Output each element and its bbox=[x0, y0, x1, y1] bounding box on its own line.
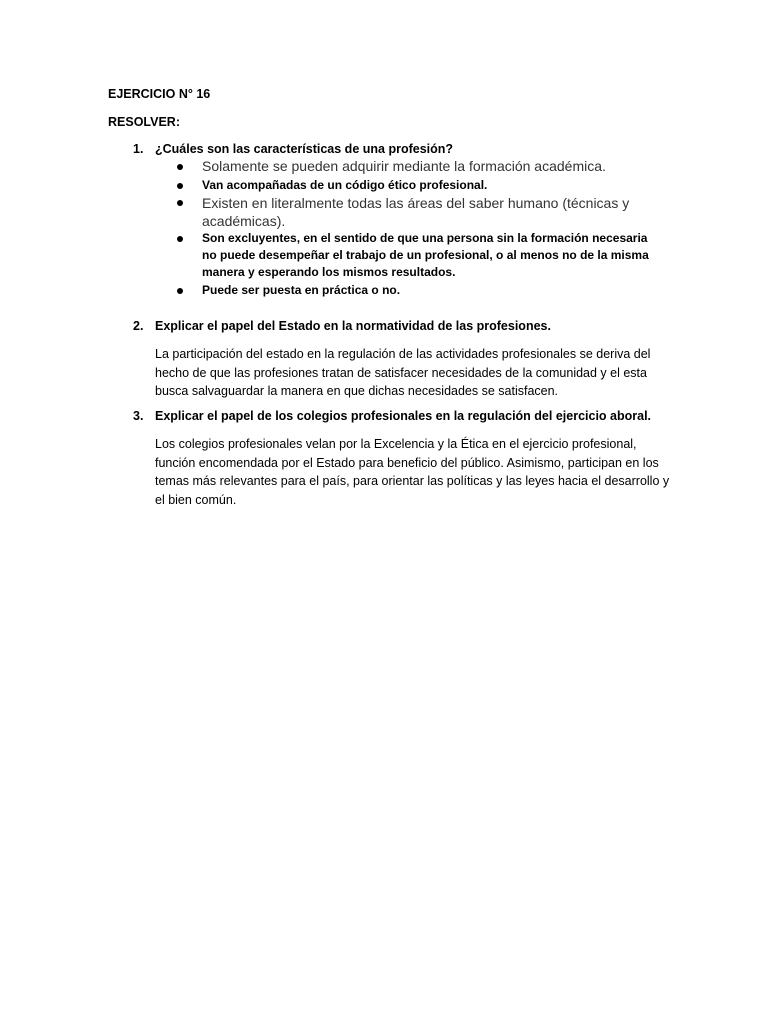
bullet-icon bbox=[177, 236, 183, 242]
question-number: 1. bbox=[133, 142, 144, 156]
instruction-heading: RESOLVER: bbox=[108, 115, 180, 129]
list-item-text: Solamente se pueden adquirir mediante la formación académica. bbox=[202, 158, 606, 174]
bullet-icon bbox=[177, 200, 183, 206]
bullet-icon bbox=[177, 164, 183, 170]
bullet-icon bbox=[177, 183, 183, 189]
question-text: Explicar el papel de los colegios profesionales en la regulación del ejercicio aboral. bbox=[155, 409, 652, 423]
answer-paragraph: La participación del estado en la regulación de las actividades profesionales se deriva del hecho de que las profesiones tratan de satisfacer necesidades de la comunidad y el esta busca salvaguardar la manera en que dichas necesidades se satisfacen. bbox=[155, 347, 651, 398]
question-number: 2. bbox=[133, 319, 144, 333]
list-item-text: Puede ser puesta en práctica o no. bbox=[202, 283, 401, 297]
question-text: Explicar el papel del Estado en la normatividad de las profesiones. bbox=[155, 319, 551, 333]
question-number: 3. bbox=[133, 409, 144, 423]
exercise-title: EJERCICIO N° 16 bbox=[108, 87, 211, 101]
list-item-text: Van acompañadas de un código ético profesional. bbox=[202, 178, 488, 192]
list-item-text: Son excluyentes, en el sentido de que una persona sin la formación necesaria no puede desempeñar el trabajo de un profesional, o al menos no de la misma manera y esperando los mismos resultados. bbox=[202, 231, 649, 279]
answer-paragraph: Los colegios profesionales velan por la Excelencia y la Ética en el ejercicio profesional, función encomendada por el Estado para beneficio del público. Asimismo, participan en los temas más relevantes para el país, para orientar las políticas y las leyes hacia el desarrollo y el bien común. bbox=[155, 437, 670, 507]
bullet-icon bbox=[177, 288, 183, 294]
list-item-text: Existen en literalmente todas las áreas del saber humano (técnicas y académicas). bbox=[202, 195, 630, 229]
question-text: ¿Cuáles son las características de una profesión? bbox=[155, 142, 454, 156]
